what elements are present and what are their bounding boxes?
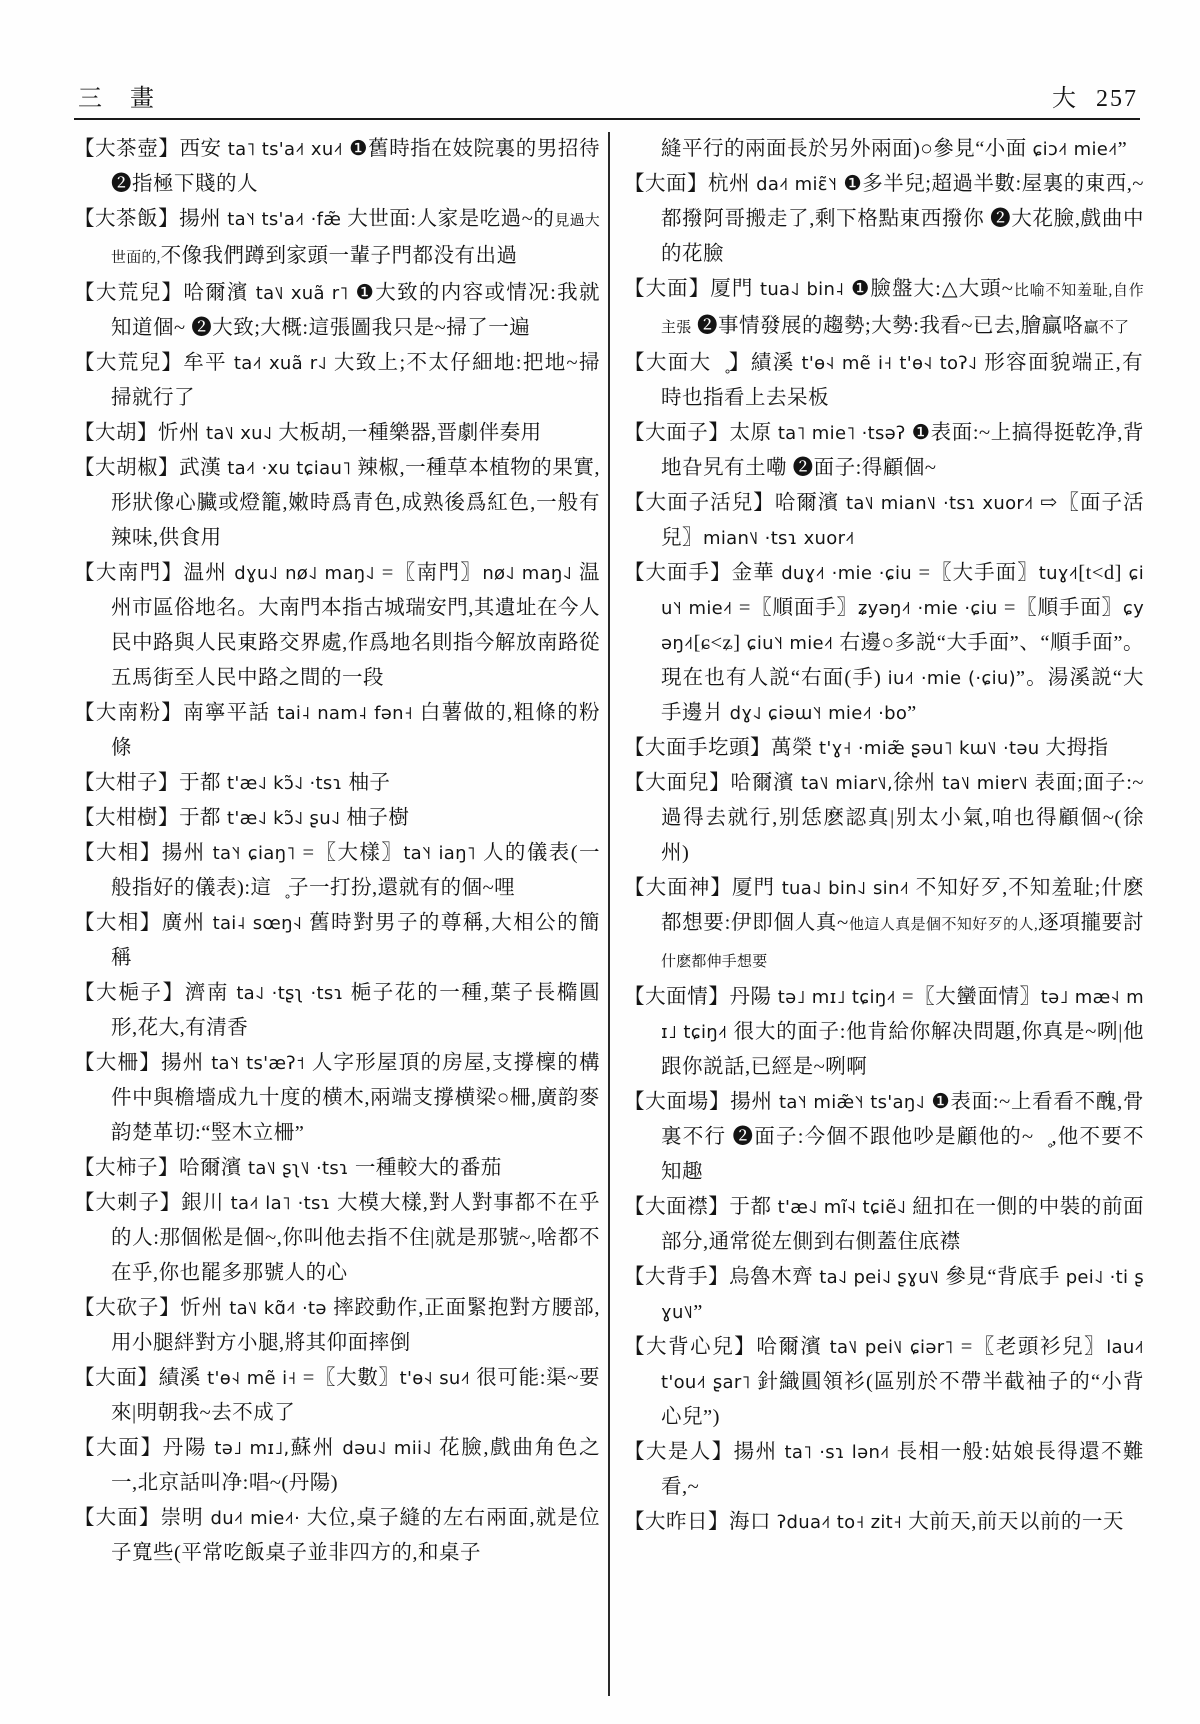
entry-phonetic: t'æ˨˩ kɔ̃˨˩ ·tsɿ bbox=[221, 773, 349, 794]
entry-phonetic: duɣ˨˦ ·mie ·ɕiu bbox=[774, 563, 919, 584]
entry-definition-text: 大位,桌子縫的左右兩面,就是位子寬些(平常吃飯桌子並非四方的,和桌子 bbox=[111, 1507, 601, 1564]
right-column bbox=[610, 132, 1144, 1696]
entry-dialect-location: 績溪 bbox=[750, 352, 795, 374]
entry-dialect-location: 厦門 bbox=[710, 278, 754, 300]
entry-dialect-location: 丹陽 bbox=[162, 1437, 208, 1459]
entry-dialect-location: 徐州 bbox=[892, 772, 936, 794]
entry-definition-text: 梔子花的一種,葉子長橢圓形,花大,有清香 bbox=[111, 982, 601, 1039]
entry-definition-text: [t<d] bbox=[1078, 562, 1122, 584]
entry-phonetic: ta˥˧ miæ̃˥˧ ts'aŋ˨˩ bbox=[772, 1092, 932, 1113]
entry-headword: 【大面子活兒】 bbox=[624, 492, 775, 514]
dictionary-entry bbox=[74, 1046, 600, 1151]
entry-phonetic: tə˩ mɪ˩, bbox=[207, 1438, 290, 1459]
entry-definition-text: 大致上;不太仔細地:把地~掃掃就行了 bbox=[111, 352, 601, 409]
dictionary-entry bbox=[624, 556, 1144, 731]
entry-phonetic: t'ɵ˧˨ su˨˦ bbox=[399, 1368, 477, 1389]
entry-dialect-location: 濟南 bbox=[184, 982, 230, 1004]
entry-definition-text: 温州市區俗地名。大南門本指古城瑞安門,其遺址在今人民中路與人民東路交界處,作爲地名則指今解放南路從五馬街至人民中路之間的一段 bbox=[111, 562, 601, 689]
entry-headword: 【大相】 bbox=[74, 912, 162, 934]
entry-phonetic: t'æ˨˩ kɔ̃˨˩ ʂu˨˩ bbox=[221, 808, 347, 829]
entry-phonetic: ta˥˧ iaŋ˥ bbox=[403, 843, 483, 864]
entry-headword: 【大南粉】 bbox=[74, 702, 184, 724]
entry-dialect-location: 厦門 bbox=[731, 877, 776, 899]
dictionary-entry bbox=[624, 167, 1144, 272]
entry-phonetic: ta˨˦ ·xu tɕiau˥ bbox=[221, 458, 358, 479]
entry-dialect-location: 温州 bbox=[183, 562, 228, 584]
entry-small-gloss: 見過大世面的, bbox=[111, 213, 601, 266]
entry-dialect-location: 忻州 bbox=[158, 422, 200, 444]
entry-definition-text: =〖順面手〗 bbox=[738, 597, 858, 619]
dictionary-entry bbox=[74, 906, 600, 976]
entry-dialect-location: 哈爾濱 bbox=[179, 1157, 242, 1179]
entry-phonetic: ʔdua˨˦ to˧ zit˧ bbox=[771, 1512, 909, 1533]
entry-dialect-location: 南寧平話 bbox=[183, 702, 271, 724]
entry-headword: 【大胡椒】 bbox=[74, 457, 180, 479]
dictionary-entry bbox=[624, 272, 1144, 346]
entry-headword: 【大茶壺】 bbox=[74, 138, 180, 160]
entry-phonetic: ɕiɔ˨˦ mie˨˦ bbox=[1032, 139, 1118, 160]
entry-definition-text: 參見“背底手 bbox=[945, 1266, 1066, 1288]
entry-dialect-location: 萬榮 bbox=[771, 737, 813, 759]
entry-phonetic: ta˥˩ miɐr˥˩ bbox=[935, 773, 1035, 794]
entry-dialect-location: 揚州 bbox=[179, 208, 222, 230]
entry-phonetic: tuɣ˨˦ bbox=[1038, 563, 1079, 584]
entry-definition-text: ❷事情發展的趨勢;大勢:我看~已去,膾贏咯 bbox=[691, 315, 1084, 337]
entry-headword: 【大梔子】 bbox=[74, 982, 185, 1004]
entry-definition-text: 針織圓領衫(區别於不帶半截袖子的“小背心兒”) bbox=[661, 1371, 1144, 1428]
entry-phonetic: t'æ˨˩ mĩ˧˨ tɕiẽ˨˩ bbox=[771, 1197, 913, 1218]
entry-dialect-location: 杭州 bbox=[708, 173, 751, 195]
entry-definition-text: 舊時對男子的尊稱,大相公的簡稱 bbox=[111, 912, 601, 969]
entry-definition-text: 大世面:人家是吃過~的 bbox=[347, 208, 555, 230]
entry-headword: 【大面子】 bbox=[624, 422, 730, 444]
dictionary-entry bbox=[74, 1431, 600, 1501]
entry-definition-text: 不知好歹,不知羞耻;什麽都想要:伊即個人真~ bbox=[661, 877, 1144, 934]
entry-headword: 【大面情】 bbox=[624, 986, 730, 1008]
dictionary-entry bbox=[74, 836, 600, 906]
entry-phonetic: ta˥˩ miar˥˩, bbox=[794, 773, 893, 794]
entry-definition-text: ❶表面:~上看看不醜,骨裏不行 ❷面子:今個不跟他吵是顧他的~呆̥,他不要不知趣 bbox=[661, 1091, 1144, 1183]
entry-dialect-location: 烏魯木齊 bbox=[729, 1266, 814, 1288]
entry-phonetic: tai˨ nam˨ fən˧ bbox=[270, 703, 420, 724]
entry-definition-text: =〖老頭衫兒〗 bbox=[960, 1336, 1107, 1358]
entry-phonetic: ta˥˩ xu˨˩ bbox=[200, 423, 279, 444]
entry-dialect-location: 哈爾濱 bbox=[774, 492, 840, 514]
entry-dialect-location: 揚州 bbox=[730, 1091, 773, 1113]
section-title: 三 畫 bbox=[78, 86, 156, 112]
entry-phonetic: da˨˦ miɛ̃˥˧ bbox=[750, 174, 844, 195]
entry-phonetic: ɕiu˥˧ mie˨˦ bbox=[661, 563, 1144, 619]
entry-dialect-location: 崇明 bbox=[160, 1507, 204, 1529]
dictionary-entry bbox=[74, 1501, 600, 1571]
entry-phonetic: tə˩ mæ˧˨ mɪ˩ tɕiŋ˨˦ bbox=[661, 987, 1144, 1043]
entry-small-gloss: 什麽都伸手想要 bbox=[661, 954, 768, 970]
entry-definition-text: ❶表面:~上搞得挺乾净,背地旮旯有土嘞 ❷面子:得顧個~ bbox=[661, 422, 1144, 479]
entry-dialect-location: 海口 bbox=[729, 1511, 771, 1533]
entry-headword: 【大南門】 bbox=[74, 562, 184, 584]
dictionary-entry bbox=[624, 1085, 1144, 1190]
entry-dialect-location: 于都 bbox=[729, 1196, 772, 1218]
entry-headword: 【大面】 bbox=[74, 1367, 159, 1389]
entry-definition-text: 紐扣在一側的中裝的前面部分,通常從左側到右側蓋住底襟 bbox=[661, 1196, 1144, 1253]
entry-definition-text: =〖大樣〗 bbox=[302, 842, 404, 864]
entry-phonetic: dəu˨˩ mii˨˩ bbox=[335, 1438, 440, 1459]
entry-headword: 【大柑子】 bbox=[74, 772, 179, 794]
entry-dialect-location: 揚州 bbox=[733, 1441, 778, 1463]
entry-definition-text: ❶臉盤大:△大頭~ bbox=[850, 278, 1014, 300]
dictionary-entry bbox=[624, 1435, 1144, 1505]
entry-phonetic: dɣu˨˩ nø˨˩ maŋ˨˩ bbox=[227, 563, 382, 584]
entry-definition-text: 辣椒,一種草本植物的果實,形狀像心臟或燈籠,嫩時爲青色,成熟後爲紅色,一般有辣味,供食用 bbox=[111, 457, 601, 549]
entry-definition-text: ” bbox=[693, 1301, 703, 1323]
content-columns bbox=[74, 132, 1144, 1696]
entry-phonetic: t'ɵ˧˨ mẽ i˧ t'ɵ˧˨ toʔ˨˩ bbox=[794, 353, 985, 374]
entry-phonetic: ta˥˩ kɑ̃˨˦ ·tə bbox=[223, 1298, 334, 1319]
dictionary-entry bbox=[74, 976, 600, 1046]
dictionary-entry bbox=[74, 556, 600, 696]
entry-dialect-location: 銀川 bbox=[181, 1192, 225, 1214]
entry-headword: 【大荒兒】 bbox=[74, 282, 184, 304]
dictionary-entry bbox=[624, 1330, 1144, 1435]
entry-headword: 【大面神】 bbox=[624, 877, 732, 899]
entry-definition-text: 長相一般:姑娘長得還不難看,~ bbox=[661, 1441, 1144, 1498]
entry-phonetic: ɕyəŋ˨˦ bbox=[661, 598, 1144, 654]
entry-definition-text: 柚子樹 bbox=[346, 807, 410, 829]
entry-headword: 【大背手】 bbox=[624, 1266, 730, 1288]
dictionary-entry bbox=[74, 1291, 600, 1361]
entry-dialect-location: 哈爾濱 bbox=[730, 772, 795, 794]
entry-phonetic: lau˨˦ t'ou˨˦ ʂar˥ bbox=[661, 1337, 1144, 1393]
entry-definition-text: =〖順手面〗 bbox=[1003, 597, 1123, 619]
entry-headword: 【大面手圪頭】 bbox=[624, 737, 771, 759]
entry-headword: 【大刺子】 bbox=[74, 1192, 182, 1214]
entry-phonetic: ta˥˩ pei˥˩ ɕiər˥ bbox=[822, 1337, 961, 1358]
entry-phonetic: iu˨˦ ·mie (·ɕiu) bbox=[887, 668, 1016, 689]
entry-definition-text: 柚子 bbox=[348, 772, 391, 794]
entry-phonetic: ɕiu˥˧ mie˨˦ bbox=[740, 633, 840, 654]
entry-headword: 【大柑樹】 bbox=[74, 807, 179, 829]
entry-definition-text: 逐項攏要討 bbox=[1037, 912, 1144, 934]
entry-definition-text: ” bbox=[907, 702, 917, 724]
entry-headword: 【大面大搭̥】 bbox=[624, 352, 751, 374]
entry-dialect-location: 哈爾濱 bbox=[756, 1336, 823, 1358]
entry-small-gloss: 比喻不知羞耻,自作主張 bbox=[661, 283, 1144, 336]
entry-dialect-location: 太原 bbox=[729, 422, 772, 444]
dictionary-entry bbox=[74, 132, 600, 202]
entry-headword: 【大面】 bbox=[624, 173, 709, 195]
entry-definition-text: 形容面貌端正,有時也指看上去呆板 bbox=[661, 352, 1144, 409]
entry-phonetic: ta˨˩ pei˨˩ ʂɣu˥˩ bbox=[813, 1267, 946, 1288]
entry-phonetic: ta˥ ts'a˨˦ xu˨˦ bbox=[221, 139, 350, 160]
entry-definition-text: [ɕ<ʑ] bbox=[693, 632, 741, 654]
entry-headword: 【大面】 bbox=[74, 1437, 163, 1459]
dictionary-entry bbox=[624, 766, 1144, 871]
entry-phonetic: tai˨ sœŋ˧˨ bbox=[205, 913, 310, 934]
entry-dialect-location: 西安 bbox=[179, 138, 222, 160]
entry-definition-text: 很大的面子:他肯給你解决問題,你真是~咧|他跟你説話,已經是~咧啊 bbox=[661, 1021, 1144, 1078]
entry-headword: 【大胡】 bbox=[74, 422, 158, 444]
entry-headword: 【大砍子】 bbox=[74, 1297, 181, 1319]
entry-dialect-location: 廣州 bbox=[161, 912, 206, 934]
entry-definition-text: =〖大蠻面情〗 bbox=[902, 986, 1041, 1008]
entry-definition-text: 很可能:渠~要來|明朝我~去不成了 bbox=[111, 1367, 601, 1424]
entry-phonetic: mian˥˩ ·tsɿ xuor˨˦ bbox=[703, 528, 855, 549]
entry-phonetic: ta˥˩ xuã r˥ bbox=[248, 283, 356, 304]
dictionary-entry bbox=[74, 202, 600, 276]
entry-phonetic: ta˥˧ ts'æʔ˦ bbox=[204, 1053, 312, 1074]
dictionary-entry bbox=[624, 1505, 1144, 1540]
entry-definition-text: 表面;面子:~過得去就行,别恁麽認真|别太小氣,咱也得顧個~(徐州) bbox=[661, 772, 1144, 864]
entry-phonetic: ta˨˩ ·tʂʅ ·tsɿ bbox=[229, 983, 351, 1004]
entry-definition-text: 大拇指 bbox=[1045, 737, 1109, 759]
entry-headword: 【大是人】 bbox=[624, 1441, 734, 1463]
dictionary-entry bbox=[74, 696, 600, 766]
page-header bbox=[78, 78, 1138, 112]
dictionary-entry bbox=[624, 1190, 1144, 1260]
entry-phonetic: nø˨˩ maŋ˨˩ bbox=[482, 563, 580, 584]
dictionary-entry bbox=[624, 871, 1144, 980]
entry-definition-text: 右邊○多説“大手面”、“順手面”。現在也有人説“右面(手) bbox=[661, 632, 1144, 689]
entry-headword: 【大面場】 bbox=[624, 1091, 731, 1113]
entry-definition-text: ”。湯溪説“大手邊爿 bbox=[661, 667, 1144, 724]
dictionary-entry bbox=[624, 731, 1144, 766]
entry-phonetic: ʑyəŋ˨˦ ·mie ·ɕiu bbox=[857, 598, 1004, 619]
entry-dialect-location: 丹陽 bbox=[729, 986, 772, 1008]
entry-definition-text: 人的儀表(一般指好的儀表):這杠̥子一打扮,還就有的個~哩 bbox=[111, 842, 601, 899]
entry-definition-text: ❶舊時指在妓院裏的男招待 ❷指極下賤的人 bbox=[111, 138, 600, 195]
entry-phonetic: ta˥˩ mian˥˩ ·tsɿ xuor˨˦ bbox=[839, 493, 1041, 514]
entry-headword: 【大茶飯】 bbox=[74, 208, 180, 230]
entry-dialect-location: 績溪 bbox=[158, 1367, 201, 1389]
entry-definition-text: 大模大樣,對人對事都不在乎的人:那個倯是個~,你叫他去指不住|就是那號~,啥都不在乎,你也罷多那號人的心 bbox=[111, 1192, 601, 1284]
entry-dialect-location: 揚州 bbox=[161, 842, 206, 864]
dictionary-entry bbox=[624, 980, 1144, 1085]
entry-phonetic: ta˥˧ ts'a˨˦ ·fæ̃ bbox=[221, 209, 348, 230]
entry-definition-text: ❶多半兒;超過半數:屋裏的東西,~都撥阿哥搬走了,剩下格點東西撥你 ❷大花臉,戲曲中的花臉 bbox=[661, 173, 1144, 265]
entry-phonetic: tua˨˩ bin˨ bbox=[753, 279, 851, 300]
entry-definition-text: =〖大手面〗 bbox=[918, 562, 1039, 584]
entry-headword: 【大柿子】 bbox=[74, 1157, 179, 1179]
entry-phonetic: ta˨˦ xuã r˨˩ bbox=[227, 353, 334, 374]
dictionary-entry bbox=[624, 486, 1144, 556]
entry-definition-text: =〖大數〗 bbox=[302, 1367, 400, 1389]
dictionary-entry bbox=[624, 346, 1144, 416]
entry-phonetic: tə˩ mɪ˩ tɕiŋ˨˦ bbox=[771, 987, 903, 1008]
dictionary-entry bbox=[74, 801, 600, 836]
dictionary-entry bbox=[74, 1151, 600, 1186]
entry-continuation bbox=[624, 132, 1144, 167]
entry-headword: 【大面】 bbox=[74, 1507, 161, 1529]
entry-definition-text: 縫平行的兩面長於另外兩面)○參見“小面 bbox=[661, 138, 1033, 160]
entry-dialect-location: 武漢 bbox=[179, 457, 222, 479]
dictionary-entry bbox=[624, 1260, 1144, 1330]
entry-dialect-location: 哈爾濱 bbox=[183, 282, 249, 304]
entry-definition-text: 花臉,戲曲角色之一,北京話叫净:唱~(丹陽) bbox=[111, 1437, 601, 1494]
entry-definition-text: 人字形屋頂的房屋,支撐檁的構件中與檐墻成九十度的横木,兩端支撐横梁○柵,廣韵麥韵楚革切:“竪木立柵” bbox=[111, 1052, 601, 1144]
entry-definition-text: 不像我們蹲到家頭一輩子門都没有出過 bbox=[160, 245, 518, 267]
entry-headword: 【大背心兒】 bbox=[624, 1336, 757, 1358]
entry-dialect-location: 于都 bbox=[179, 772, 221, 794]
entry-dialect-location: 忻州 bbox=[180, 1297, 223, 1319]
entry-headword: 【大荒兒】 bbox=[74, 352, 184, 374]
page-header-right bbox=[1052, 78, 1138, 113]
dictionary-entry bbox=[624, 416, 1144, 486]
dictionary-entry bbox=[74, 1186, 600, 1291]
entry-phonetic: du˨˦ mie˨˦· bbox=[203, 1508, 307, 1529]
entry-definition-text: 摔跤動作,正面緊抱對方腰部,用小腿絆對方小腿,將其仰面摔倒 bbox=[111, 1297, 601, 1354]
dictionary-entry bbox=[74, 451, 600, 556]
entry-dialect-location: 蘇州 bbox=[289, 1437, 336, 1459]
entry-headword: 【大面手】 bbox=[624, 562, 732, 584]
dictionary-entry bbox=[74, 416, 600, 451]
header-rule bbox=[74, 118, 1140, 120]
entry-phonetic: tua˨˩ bin˨˩ sin˨˦ bbox=[775, 878, 916, 899]
entry-dialect-location: 于都 bbox=[179, 807, 221, 829]
entry-definition-text: ⇨〖面子活兒〗 bbox=[661, 492, 1144, 549]
dictionary-entry bbox=[74, 346, 600, 416]
radical-label: 大 bbox=[1052, 86, 1078, 112]
page-number: 257 bbox=[1096, 86, 1138, 112]
dictionary-entry bbox=[74, 766, 600, 801]
entry-phonetic: t'ɣ˧ ·miæ̃ ʂəu˥ kɯ˥˩ ·təu bbox=[813, 738, 1046, 759]
entry-headword: 【大面兒】 bbox=[624, 772, 731, 794]
left-column bbox=[74, 132, 608, 1696]
entry-headword: 【大昨日】 bbox=[624, 1511, 729, 1533]
entry-headword: 【大相】 bbox=[74, 842, 162, 864]
entry-small-gloss: 他這人真是個不知好歹的人, bbox=[848, 917, 1038, 933]
entry-phonetic: ta˥ mie˥ ·tsəʔ bbox=[771, 423, 912, 444]
entry-definition-text: 大前天,前天以前的一天 bbox=[908, 1511, 1124, 1533]
entry-headword: 【大面】 bbox=[624, 278, 711, 300]
entry-phonetic: dɣ˨˩ ɕiəɯ˥˧ mie˨˦ ·bo bbox=[729, 703, 908, 724]
dictionary-entry bbox=[74, 276, 600, 346]
entry-dialect-location: 揚州 bbox=[160, 1052, 205, 1074]
entry-definition-text: ” bbox=[1117, 138, 1128, 160]
entry-dialect-location: 牟平 bbox=[183, 352, 228, 374]
entry-definition-text: 大板胡,一種樂器,晋劇伴奏用 bbox=[278, 422, 542, 444]
entry-small-gloss: 贏不了 bbox=[1083, 320, 1130, 336]
entry-headword: 【大面襟】 bbox=[624, 1196, 730, 1218]
dictionary-entry bbox=[74, 1361, 600, 1431]
entry-phonetic: ta˨˦ la˥ ·tsɿ bbox=[224, 1193, 337, 1214]
entry-definition-text: 白薯做的,粗條的粉條 bbox=[111, 702, 601, 759]
entry-definition-text: 一種較大的番茄 bbox=[354, 1157, 502, 1179]
entry-phonetic: pei˨˩ ·ti ʂɣu˥˩ bbox=[661, 1267, 1144, 1323]
entry-definition-text: ❶大致的内容或情况:我就知道個~ ❷大致;大概:這張圖我只是~掃了一遍 bbox=[111, 282, 601, 339]
entry-phonetic: ta˥˩ ʂʅ˥˩ ·tsɿ bbox=[242, 1158, 355, 1179]
entry-phonetic: ta˥˧ ɕiaŋ˥ bbox=[205, 843, 303, 864]
entry-phonetic: t'ɵ˧˨ mẽ i˧ bbox=[200, 1368, 303, 1389]
entry-headword: 【大柵】 bbox=[74, 1052, 161, 1074]
entry-dialect-location: 金華 bbox=[731, 562, 775, 584]
entry-definition-text: =〖南門〗 bbox=[381, 562, 483, 584]
entry-phonetic: ta˥ ·sɿ lən˨˦ bbox=[777, 1442, 897, 1463]
